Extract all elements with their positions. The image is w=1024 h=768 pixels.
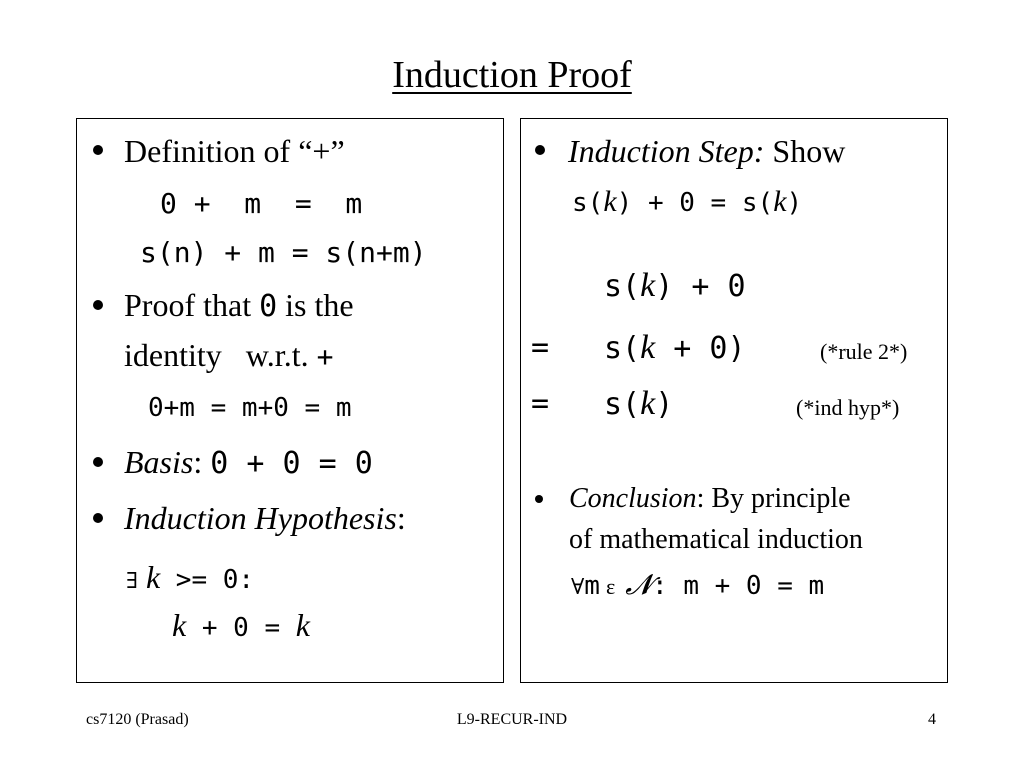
derivation-2-b: + 0): [655, 331, 746, 366]
bullet-dot: [93, 145, 103, 155]
hypothesis-eq-k1: k: [172, 607, 187, 643]
hypothesis-exists-line: [126, 561, 254, 597]
footer-course: cs7120 (Prasad): [86, 711, 189, 728]
hypothesis-label: Induction Hypothesis: [124, 500, 397, 536]
forall-symbol: ∀: [571, 574, 585, 599]
hypothesis-eq-mid: + 0 =: [186, 613, 296, 643]
derivation-3-k: k: [640, 385, 656, 422]
induction-step-label: Induction Step:: [568, 133, 765, 169]
derivation-line-2: [604, 330, 746, 367]
derivation-2-equals: =: [531, 330, 550, 365]
footer-lecture: L9-RECUR-IND: [456, 711, 568, 728]
definition-rule-2: s(n) + m = s(n+m): [140, 236, 427, 269]
derivation-3-a: s(: [604, 387, 641, 422]
derivation-line-3: [604, 386, 673, 423]
derivation-1-b: ) + 0: [655, 269, 746, 304]
conclusion-label: Conclusion: [569, 483, 697, 514]
derivation-2-note: (*rule 2*): [820, 339, 908, 364]
derivation-line-1: [604, 268, 746, 305]
slide-title-text: Induction Proof: [392, 54, 632, 96]
goal-k2: k: [773, 185, 787, 218]
proof-claim-line-1: [124, 286, 354, 326]
derivation-1-k: k: [640, 267, 656, 304]
induction-step-goal: [572, 186, 802, 219]
basis-label: Basis: [124, 444, 194, 480]
hypothesis-ge-zero: >= 0:: [160, 565, 255, 595]
goal-c: ): [786, 188, 803, 218]
derivation-2-a: s(: [604, 331, 641, 366]
basis-colon: :: [193, 444, 211, 480]
derivation-1-a: s(: [604, 269, 641, 304]
proof-claim-line-2: [124, 336, 333, 376]
proof-claim-text-a: Proof that: [124, 287, 260, 323]
epsilon-symbol: ε: [605, 574, 616, 599]
conclusion-line-2: of mathematical induction: [569, 524, 863, 555]
goal-b: ) + 0 = s(: [616, 188, 774, 218]
bullet-dot: [535, 145, 545, 155]
induction-step-heading: [568, 132, 845, 170]
conclusion-m: m: [584, 571, 600, 601]
goal-a: s(: [572, 188, 604, 218]
bullet-dot: [535, 495, 543, 503]
conclusion-formula: [571, 570, 824, 603]
slide-title: [0, 52, 1024, 98]
conclusion-rest: : By principle: [696, 483, 851, 514]
conclusion-line-1: [569, 482, 851, 516]
hypothesis-colon: :: [396, 500, 406, 536]
definition-heading: Definition of “+”: [124, 133, 345, 169]
definition-rule-1: 0 + m = m: [160, 187, 363, 220]
goal-k1: k: [603, 185, 617, 218]
conclusion-equation: : m + 0 = m: [652, 571, 825, 601]
proof-claim-plus: +: [316, 340, 334, 373]
hypothesis-k: k: [145, 559, 161, 595]
bullet-dot: [93, 513, 103, 523]
induction-step-show: Show: [764, 133, 846, 169]
hypothesis-eq-k2: k: [295, 607, 310, 643]
proof-claim-text-b: is the: [277, 287, 354, 323]
derivation-3-note: (*ind hyp*): [796, 395, 900, 420]
derivation-2-k: k: [640, 329, 656, 366]
hypothesis-equation: [172, 609, 310, 644]
identity-statement: 0+m = m+0 = m: [148, 393, 352, 423]
natural-numbers-symbol: 𝓝: [625, 570, 653, 601]
hypothesis-heading: [124, 499, 406, 537]
bullet-dot: [93, 457, 103, 467]
basis-equation: 0 + 0 = 0: [210, 446, 373, 481]
proof-claim-identity: identity w.r.t.: [124, 337, 317, 373]
exists-symbol: ∃: [126, 568, 138, 593]
derivation-3-equals: =: [531, 386, 550, 421]
derivation-3-b: ): [655, 387, 674, 422]
proof-claim-zero: 0: [259, 289, 278, 324]
footer-page-number: 4: [928, 711, 936, 728]
bullet-dot: [93, 300, 103, 310]
basis-line: [124, 443, 373, 483]
